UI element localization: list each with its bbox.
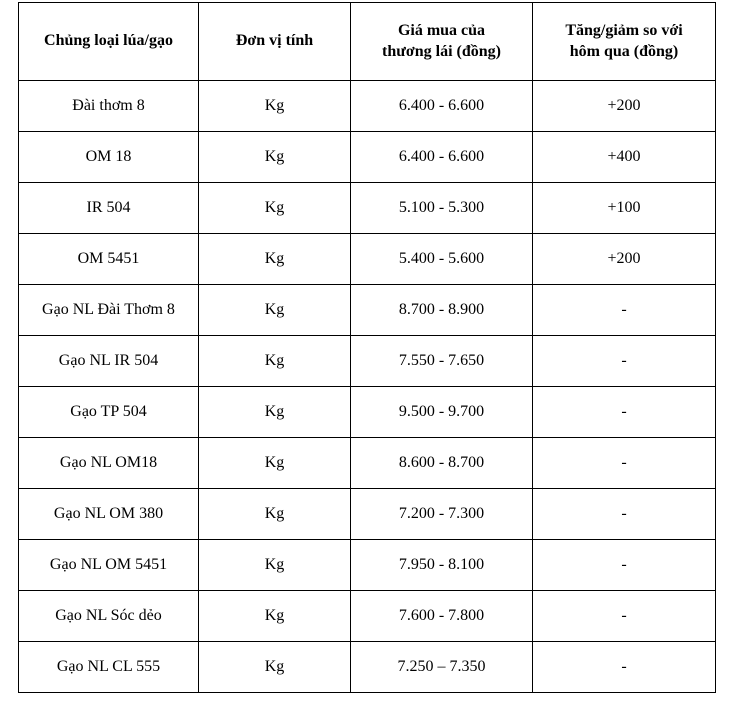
- cell-change: +400: [533, 132, 716, 183]
- cell-product: Gạo NL OM 380: [19, 489, 199, 540]
- cell-change: +200: [533, 234, 716, 285]
- cell-change: -: [533, 540, 716, 591]
- document-page: [0, 2, 735, 701]
- cell-price: 8.700 - 8.900: [351, 285, 533, 336]
- table-row: [19, 132, 716, 183]
- column-header-change: [533, 3, 716, 81]
- column-header-price: [351, 3, 533, 81]
- column-header-price-line-2: thương lái (đồng): [382, 42, 501, 60]
- cell-product: Gạo NL OM18: [19, 438, 199, 489]
- cell-unit: Kg: [199, 285, 351, 336]
- cell-product: Gạo NL CL 555: [19, 642, 199, 693]
- table-header: [19, 3, 716, 81]
- table-row: [19, 387, 716, 438]
- table-row: [19, 591, 716, 642]
- column-header-unit: [199, 3, 351, 81]
- table-body: [19, 81, 716, 693]
- cell-product: Gạo TP 504: [19, 387, 199, 438]
- table-row: [19, 489, 716, 540]
- column-header-price-line-1: Giá mua của: [397, 21, 486, 39]
- cell-change: -: [533, 438, 716, 489]
- cell-product: OM 18: [19, 132, 199, 183]
- cell-product: Đài thơm 8: [19, 81, 199, 132]
- table-row: [19, 183, 716, 234]
- cell-unit: Kg: [199, 591, 351, 642]
- column-header-change-line-2: hôm qua (đồng): [569, 42, 679, 60]
- cell-change: -: [533, 591, 716, 642]
- cell-price: 6.400 - 6.600: [351, 81, 533, 132]
- table-row: [19, 540, 716, 591]
- cell-price: 7.200 - 7.300: [351, 489, 533, 540]
- cell-unit: Kg: [199, 387, 351, 438]
- table-row: [19, 285, 716, 336]
- cell-change: -: [533, 285, 716, 336]
- cell-change: -: [533, 387, 716, 438]
- table-row: [19, 81, 716, 132]
- rice-price-table: [18, 2, 716, 693]
- cell-change: -: [533, 489, 716, 540]
- table-row: [19, 642, 716, 693]
- cell-unit: Kg: [199, 438, 351, 489]
- cell-product: Gạo NL Sóc dẻo: [19, 591, 199, 642]
- cell-product: Gạo NL OM 5451: [19, 540, 199, 591]
- cell-change: +100: [533, 183, 716, 234]
- cell-unit: Kg: [199, 540, 351, 591]
- cell-change: -: [533, 642, 716, 693]
- cell-unit: Kg: [199, 336, 351, 387]
- table-row: [19, 234, 716, 285]
- table-row: [19, 336, 716, 387]
- cell-price: 7.250 – 7.350: [351, 642, 533, 693]
- cell-price: 7.600 - 7.800: [351, 591, 533, 642]
- column-header-unit-line-1: Đơn vị tính: [235, 32, 314, 50]
- cell-price: 8.600 - 8.700: [351, 438, 533, 489]
- cell-unit: Kg: [199, 183, 351, 234]
- table-header-row: [19, 3, 716, 81]
- cell-unit: Kg: [199, 234, 351, 285]
- cell-price: 7.950 - 8.100: [351, 540, 533, 591]
- cell-product: IR 504: [19, 183, 199, 234]
- column-header-product: [19, 3, 199, 81]
- cell-product: Gạo NL IR 504: [19, 336, 199, 387]
- cell-price: 5.100 - 5.300: [351, 183, 533, 234]
- cell-product: Gạo NL Đài Thơm 8: [19, 285, 199, 336]
- cell-price: 6.400 - 6.600: [351, 132, 533, 183]
- column-header-change-line-1: Tăng/giảm so với: [565, 21, 683, 39]
- cell-price: 7.550 - 7.650: [351, 336, 533, 387]
- cell-price: 9.500 - 9.700: [351, 387, 533, 438]
- cell-change: -: [533, 336, 716, 387]
- cell-product: OM 5451: [19, 234, 199, 285]
- cell-unit: Kg: [199, 132, 351, 183]
- cell-unit: Kg: [199, 489, 351, 540]
- cell-unit: Kg: [199, 642, 351, 693]
- cell-price: 5.400 - 5.600: [351, 234, 533, 285]
- column-header-product-line-1: Chủng loại lúa/gạo: [44, 32, 173, 50]
- cell-unit: Kg: [199, 81, 351, 132]
- cell-change: +200: [533, 81, 716, 132]
- table-row: [19, 438, 716, 489]
